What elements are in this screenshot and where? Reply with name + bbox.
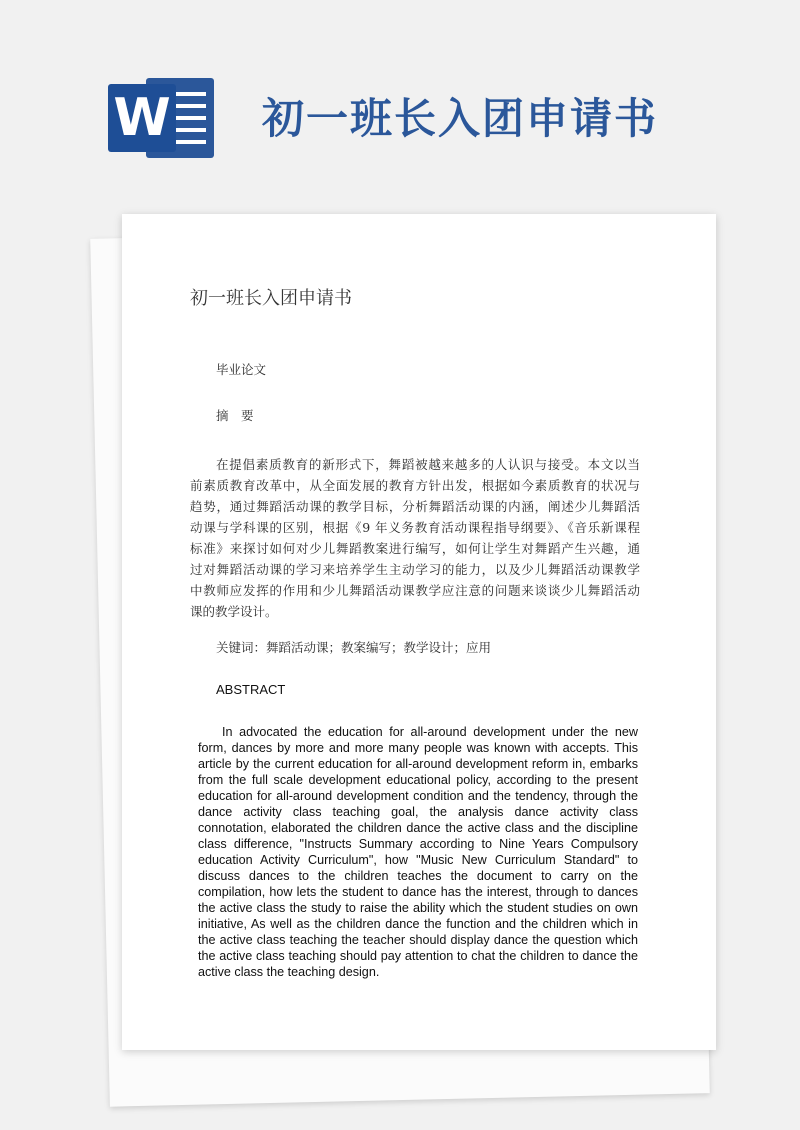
english-abstract-line: initiative, As well as the children dance the function and the children which in: [198, 917, 638, 931]
english-abstract-line: article by the current education for all-around development reform in, embarks: [198, 757, 638, 771]
english-abstract-line: active class the teaching design.: [198, 965, 380, 979]
chinese-abstract-line: 在提倡素质教育的新形式下，舞蹈被越来越多的人认识与接受。本文以当: [216, 457, 640, 472]
chinese-abstract-line: 过对舞蹈活动课的学习来培养学生主动学习的能力，以及少儿舞蹈活动课教学: [190, 562, 640, 577]
english-abstract-line: form, dances by more and more many people was known with accepts. This: [198, 741, 638, 755]
english-abstract-line: compilation, how lets the student to dance has the interest, through to dances: [198, 885, 638, 899]
chinese-abstract-line: 动课与学科课的区别，根据《9 年义务教育活动课程指导纲要》、《音乐新课程: [190, 520, 640, 535]
english-abstract-line: class difference, "Instructs Summary according to Nine Years Compulsory: [198, 837, 638, 851]
english-abstract-heading: ABSTRACT: [216, 682, 286, 697]
thesis-label: 毕业论文: [216, 362, 267, 377]
english-abstract-line: education Activity Curriculum", how "Music New Curriculum Standard" to: [198, 853, 638, 867]
abstract-label: 摘 要: [216, 408, 254, 423]
english-abstract-line: the active class teaching should pay attention to chat the children to dance the: [198, 949, 638, 963]
english-abstract-line: connotation, elaborated the children dance the active class and the discipline: [198, 821, 638, 835]
english-abstract-line: dance activity class teaching goal, the analysis dance activity class: [198, 805, 638, 819]
document-page: [122, 214, 716, 1050]
keywords-line: 关键词：舞蹈活动课；教案编写；教学设计；应用: [216, 640, 492, 655]
english-abstract-line: from the full scale development educational policy, according to the present: [198, 773, 638, 787]
english-abstract-line: In advocated the education for all-around development under the new: [222, 725, 638, 739]
header-banner: [0, 0, 800, 200]
chinese-abstract-line: 前素质教育改革中，从全面发展的教育方针出发，根据如今素质教育的状况与: [190, 478, 640, 493]
english-abstract-body: [198, 724, 638, 980]
chinese-abstract-line: 标准》来探讨如何对少儿舞蹈教案进行编写，如何让学生对舞蹈产生兴趣，通: [190, 541, 640, 556]
chinese-abstract-body: [190, 454, 640, 622]
english-abstract-line: the active class teaching the teacher should display dance the question which: [198, 933, 638, 947]
document-title: 初一班长入团申请书: [190, 288, 352, 309]
english-abstract-line: the active class the study to raise the ability which the student studies on own: [198, 901, 638, 915]
chinese-abstract-line: 趋势，通过舞蹈活动课的教学目标，分析舞蹈活动课的内涵，阐述少儿舞蹈活: [190, 499, 640, 514]
word-letter-badge: W: [108, 84, 176, 152]
chinese-abstract-line: 中教师应发挥的作用和少儿舞蹈活动课教学应注意的问题来谈谈少儿舞蹈活动: [190, 583, 640, 598]
chinese-abstract-line: 课的教学设计。: [190, 604, 278, 619]
english-abstract-line: education for all-around development condition and the tendency, through the: [198, 789, 638, 803]
header-title: 初一班长入团申请书: [262, 94, 659, 143]
word-document-icon: [108, 78, 214, 158]
english-abstract-line: discuss dances to the children teaches the document to carry on the: [198, 869, 638, 883]
